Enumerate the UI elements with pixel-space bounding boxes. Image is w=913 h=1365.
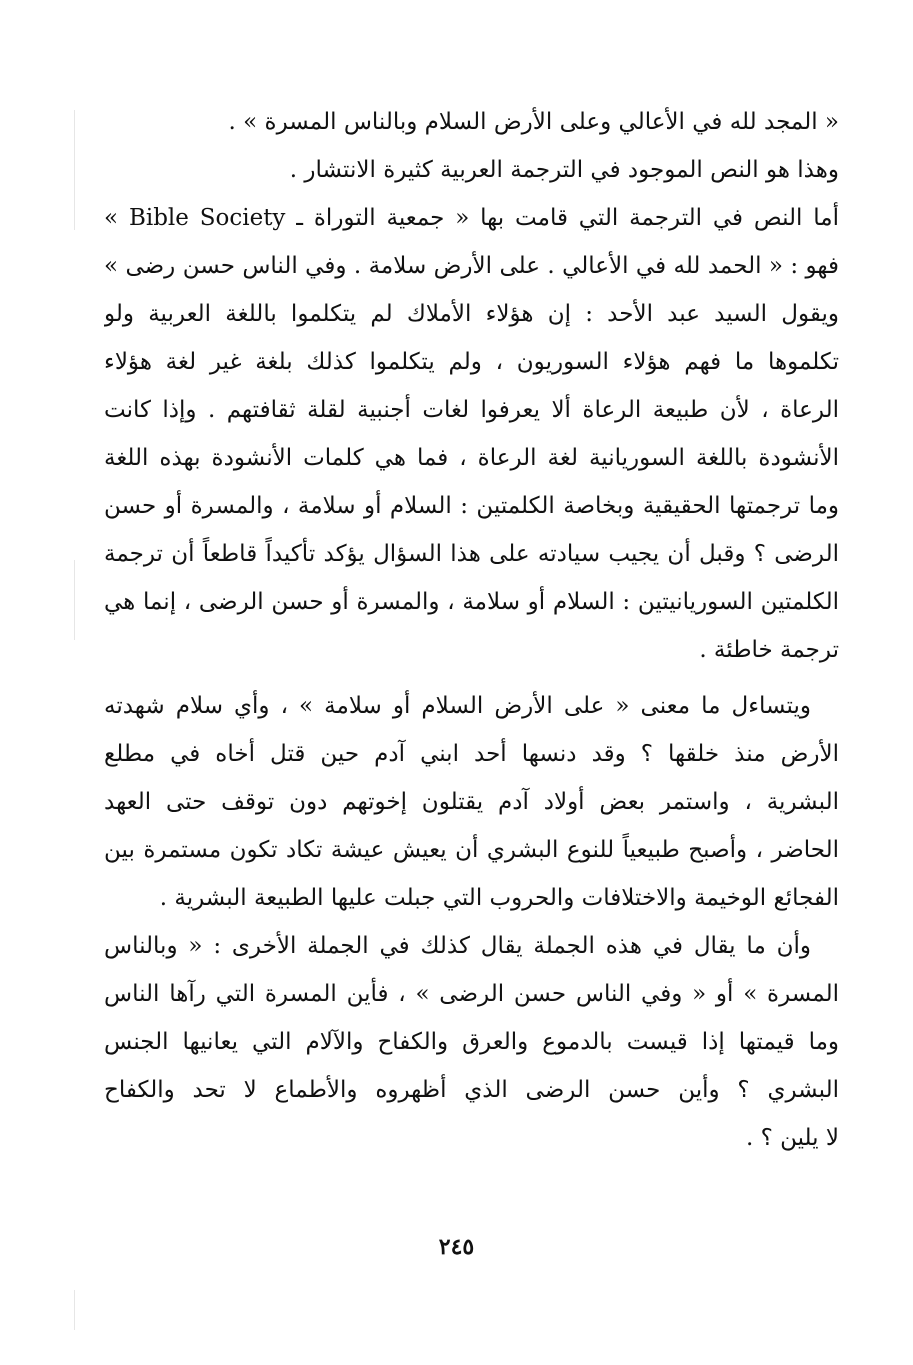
text-line: الفجائع الوخيمة والاختلافات والحروب التي جبلت عليها الطبيعة البشرية .: [159, 885, 839, 911]
scan-edge-line: [74, 560, 75, 640]
text-line: ويقول السيد عبد الأحد : إن هؤلاء الأملاك لم يتكلموا باللغة العربية ولو: [104, 301, 839, 327]
body-text: [104, 98, 839, 1162]
page-number: ٢٤٥: [438, 1234, 475, 1260]
text-line: الرعاة ، لأن طبيعة الرعاة ألا يعرفوا لغات أجنبية لقلة ثقافتهم . وإذا كانت: [104, 397, 839, 423]
text-line: ترجمة خاطئة .: [699, 637, 839, 663]
text-line: أما النص في الترجمة التي قامت بها « جمعية التوراة ـ Bible Society »: [104, 205, 839, 231]
text-line: الأنشودة باللغة السوريانية لغة الرعاة ، فما هي كلمات الأنشودة بهذه اللغة: [104, 445, 839, 471]
text-line: الرضى ؟ وقبل أن يجيب سيادته على هذا السؤال يؤكد تأكيداً قاطعاً أن ترجمة: [104, 541, 839, 567]
scan-edge-line: [74, 1290, 75, 1330]
text-line: البشري ؟ وأين حسن الرضى الذي أظهروه والأطماع لا تحد والكفاح: [104, 1077, 839, 1103]
text-line: وهذا هو النص الموجود في الترجمة العربية كثيرة الانتشار .: [289, 157, 839, 183]
text-line: « المجد لله في الأعالي وعلى الأرض السلام وبالناس المسرة » .: [228, 109, 839, 135]
text-line: فهو : « الحمد لله في الأعالي . على الأرض سلامة . وفي الناس حسن رضى »: [104, 253, 839, 279]
text-line: الحاضر ، وأصبح طبيعياً للنوع البشري أن يعيش عيشة تكاد تكون مستمرة بين: [104, 837, 839, 863]
text-line: الأرض منذ خلقها ؟ وقد دنسها أحد ابني آدم حين قتل أخاه في مطلع: [104, 741, 839, 767]
text-line: وأن ما يقال في هذه الجملة يقال كذلك في الجملة الأخرى : « وبالناس: [104, 933, 811, 959]
text-line: وما ترجمتها الحقيقية وبخاصة الكلمتين : السلام أو سلامة ، والمسرة أو حسن: [104, 493, 839, 519]
text-line: تكلموها ما فهم هؤلاء السوريون ، ولم يتكلموا كذلك بلغة غير لغة هؤلاء: [104, 349, 839, 375]
text-line: وما قيمتها إذا قيست بالدموع والعرق والكفاح والآلام التي يعانيها الجنس: [104, 1029, 839, 1055]
text-line: المسرة » أو « وفي الناس حسن الرضى » ، فأين المسرة التي رآها الناس: [104, 981, 839, 1007]
text-line: الكلمتين السوريانيتين : السلام أو سلامة ، والمسرة أو حسن الرضى ، إنما هي: [104, 589, 839, 615]
text-line: لا يلين ؟ .: [745, 1125, 839, 1151]
scan-edge-line: [74, 110, 75, 230]
text-line: ويتساءل ما معنى « على الأرض السلام أو سلامة » ، وأي سلام شهدته: [104, 693, 811, 719]
text-line: البشرية ، واستمر بعض أولاد آدم يقتلون إخوتهم دون توقف حتى العهد: [104, 789, 839, 815]
